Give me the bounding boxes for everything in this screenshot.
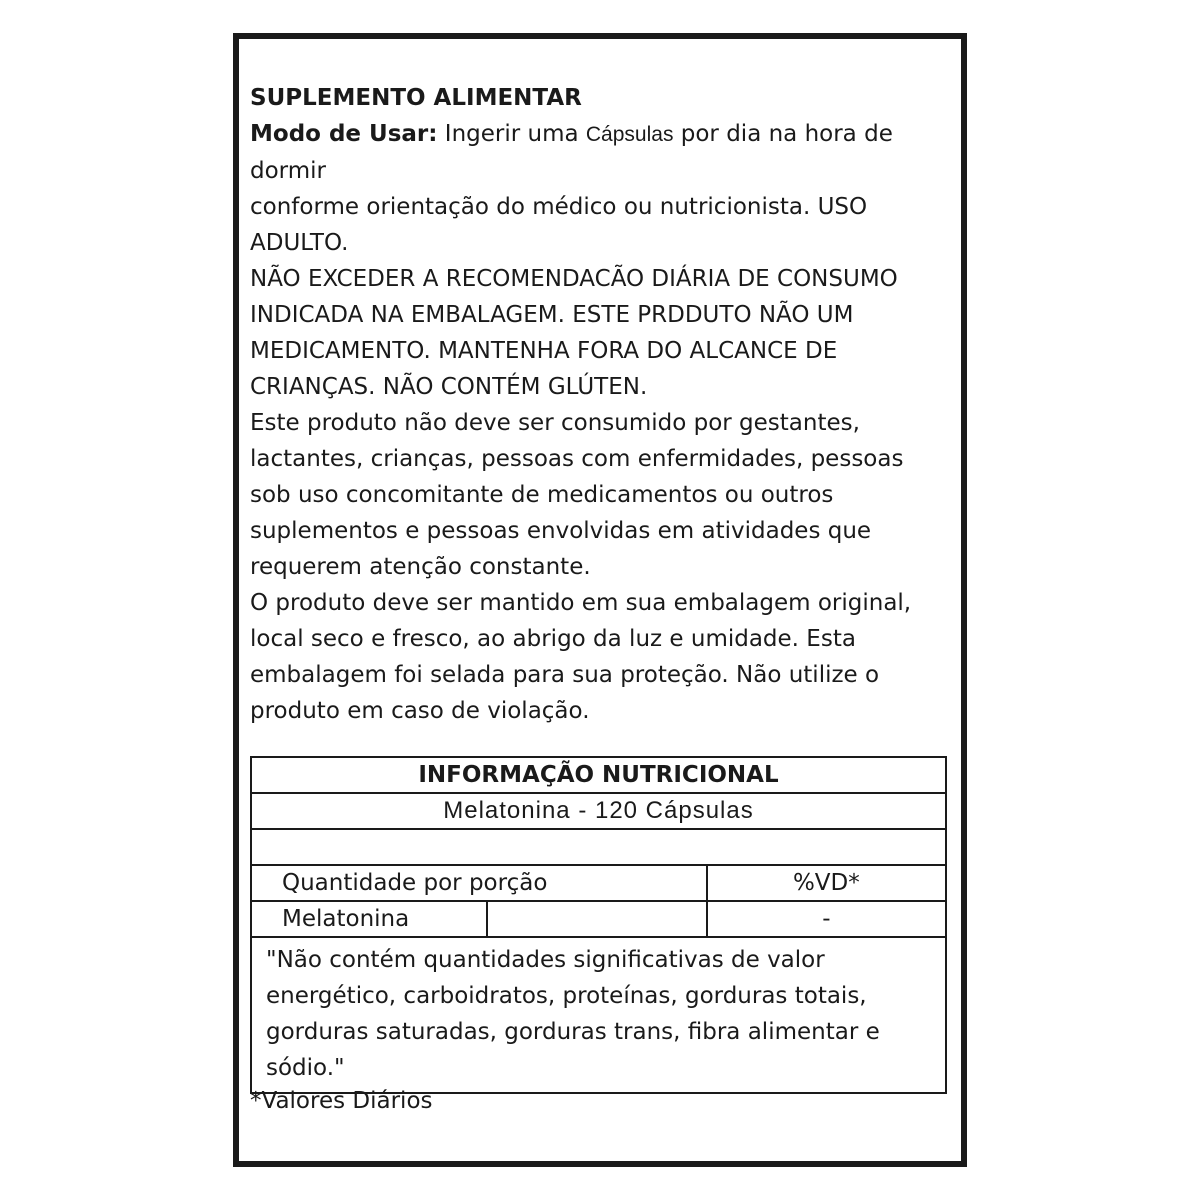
note-row (251, 937, 946, 1093)
vd-header: %VD* (707, 865, 946, 901)
note-line: gorduras saturadas, gorduras trans, fibra alimentar e (266, 1019, 880, 1045)
footnote: *Valores Diários (250, 1088, 433, 1114)
usage-line-1 (250, 116, 950, 153)
restriction-line: requerem atenção constante. (250, 554, 591, 580)
storage-line: embalagem foi selada para sua proteção. Não utilize o (250, 662, 880, 688)
usage-line-4: ADULTO. (250, 230, 349, 256)
qty-header: Quantidade por porção (251, 865, 707, 901)
nutrient-amount (487, 901, 707, 937)
storage-line: local seco e fresco, ao abrigo da luz e umidade. Esta (250, 626, 856, 652)
usage-capsule: Cápsulas (585, 123, 674, 146)
nutrition-note (251, 937, 946, 1093)
restriction-line: lactantes, crianças, pessoas com enfermidades, pessoas (250, 446, 904, 472)
warning-line: CRIANÇAS. NÃO CONTÉM GLÚTEN. (250, 374, 648, 400)
usage-label: Modo de Usar: (250, 121, 438, 147)
label-text (250, 80, 950, 729)
product-row (251, 793, 946, 829)
header-row (251, 865, 946, 901)
usage-line-3: conforme orientação do médico ou nutricionista. USO (250, 194, 868, 220)
title: SUPLEMENTO ALIMENTAR (250, 85, 582, 111)
nutrient-name: Melatonina (251, 901, 487, 937)
usage-text-1: Ingerir uma (437, 121, 586, 147)
table-row (251, 901, 946, 937)
restriction-line: Este produto não deve ser consumido por gestantes, (250, 410, 860, 436)
nutrition-title-row (251, 757, 946, 793)
restriction-line: suplementos e pessoas envolvidas em atividades que (250, 518, 872, 544)
storage-line: O produto deve ser mantido em sua embalagem original, (250, 590, 912, 616)
warning-line: MEDICAMENTO. MANTENHA FORA DO ALCANCE DE (250, 338, 838, 364)
empty-cell (251, 829, 946, 865)
usage-line-2: dormir (250, 158, 326, 184)
note-line: sódio." (266, 1055, 345, 1081)
usage-text-2: por dia na hora de (673, 121, 893, 147)
product-name: Melatonina - 120 Cápsulas (251, 793, 946, 829)
note-line: energético, carboidratos, proteínas, gorduras totais, (266, 983, 867, 1009)
nutrition-table (250, 756, 947, 1094)
storage-line: produto em caso de violação. (250, 698, 590, 724)
warning-line: INDICADA NA EMBALAGEM. ESTE PRDDUTO NÃO UM (250, 302, 854, 328)
nutrition-title: INFORMAÇÃO NUTRICIONAL (251, 757, 946, 793)
warning-line: NÃO EXCEDER A RECOMENDACÃO DIÁRIA DE CONSUMO (250, 266, 898, 292)
nutrient-vd: - (707, 901, 946, 937)
restriction-line: sob uso concomitante de medicamentos ou outros (250, 482, 834, 508)
empty-row (251, 829, 946, 865)
note-line: "Não contém quantidades significativas de valor (266, 947, 825, 973)
